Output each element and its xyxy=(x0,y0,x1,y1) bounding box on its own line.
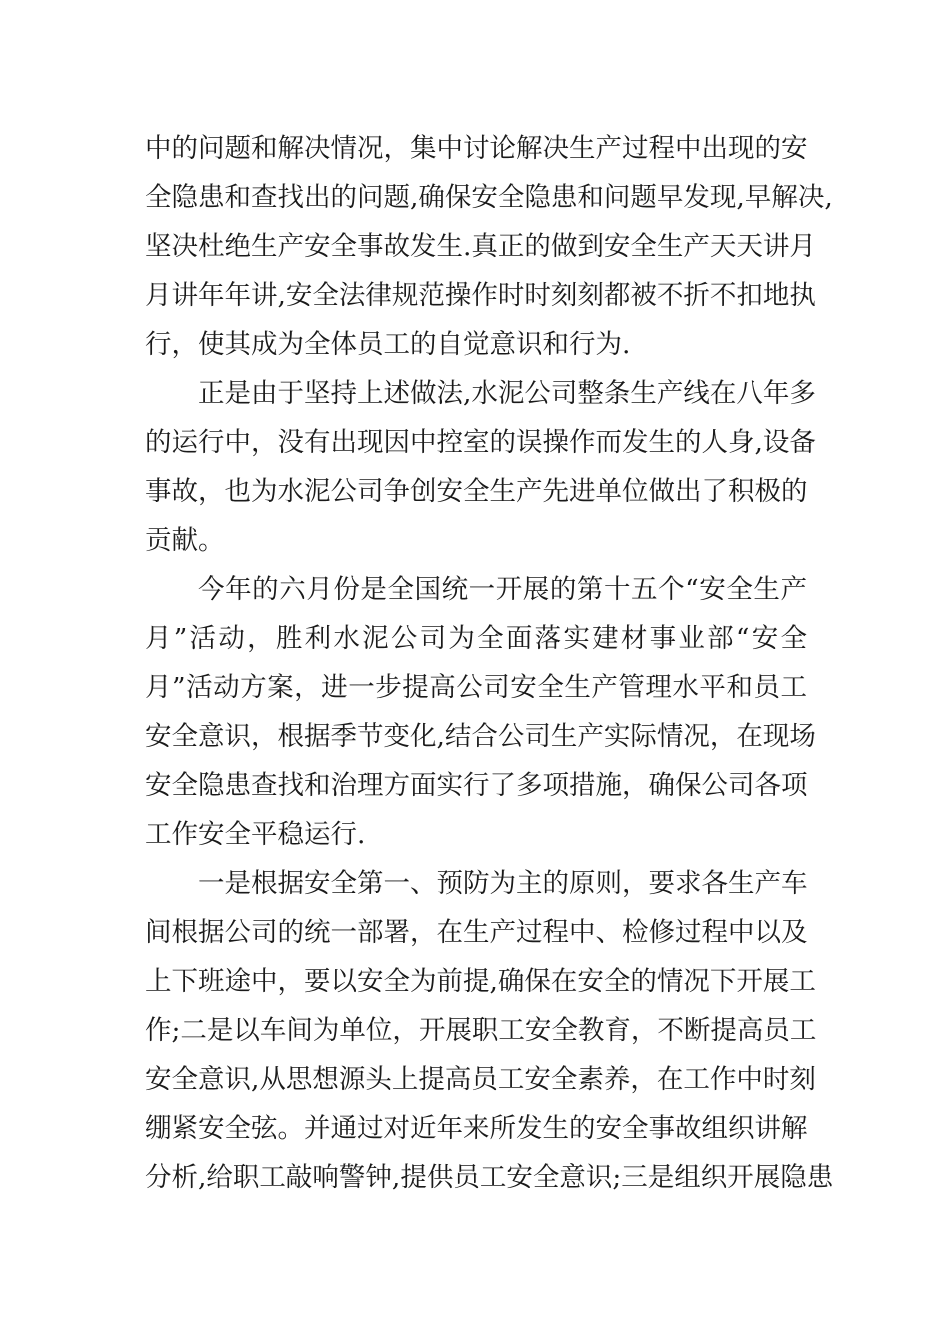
text-line: 全隐患和查找出的问题,确保安全隐患和问题早发现,早解决, xyxy=(145,182,833,213)
text-line: 安全隐患查找和治理方面实行了多项措施，确保公司各项 xyxy=(145,770,808,801)
document-body xyxy=(145,124,834,1202)
text-line: 贡献。 xyxy=(145,525,225,556)
text-line: 一是根据安全第一、预防为主的原则，要求各生产车 xyxy=(198,868,808,899)
text-line: 月”活动，胜利水泥公司为全面落实建材事业部“安全 xyxy=(145,623,807,654)
text-line: 月”活动方案，进一步提高公司安全生产管理水平和员工 xyxy=(145,672,807,703)
text-line: 正是由于坚持上述做法,水泥公司整条生产线在八年多 xyxy=(198,378,816,409)
text-line: 安全意识,从思想源头上提高员工安全素养，在工作中时刻 xyxy=(145,1064,816,1095)
text-line: 坚决杜绝生产安全事故发生.真正的做到安全生产天天讲月 xyxy=(145,231,816,262)
text-line: 工作安全平稳运行. xyxy=(145,819,366,850)
text-line: 月讲年年讲,安全法律规范操作时时刻刻都被不折不扣地执 xyxy=(145,280,816,311)
text-line: 今年的六月份是全国统一开展的第十五个“安全生产 xyxy=(198,574,807,605)
text-line: 间根据公司的统一部署，在生产过程中、检修过程中以及 xyxy=(145,917,808,948)
text-line: 分析,给职工敲响警钟,提供员工安全意识;三是组织开展隐患 xyxy=(145,1162,834,1193)
text-line: 中的问题和解决情况，集中讨论解决生产过程中出现的安 xyxy=(145,133,808,164)
text-line: 的运行中，没有出现因中控室的误操作而发生的人身,设备 xyxy=(145,427,816,458)
text-line: 安全意识，根据季节变化,结合公司生产实际情况，在现场 xyxy=(145,721,816,752)
text-line: 事故，也为水泥公司争创安全生产先进单位做出了积极的 xyxy=(145,476,808,507)
paragraph xyxy=(145,565,816,859)
paragraph xyxy=(145,859,834,1202)
paragraph xyxy=(145,124,833,369)
paragraph xyxy=(145,369,816,565)
text-line: 作;二是以车间为单位，开展职工安全教育，不断提高员工 xyxy=(145,1015,817,1046)
text-line: 绷紧安全弦。并通过对近年来所发生的安全事故组织讲解 xyxy=(145,1113,808,1144)
text-line: 行，使其成为全体员工的自觉意识和行为. xyxy=(145,329,631,360)
text-line: 上下班途中，要以安全为前提,确保在安全的情况下开展工 xyxy=(145,966,816,997)
